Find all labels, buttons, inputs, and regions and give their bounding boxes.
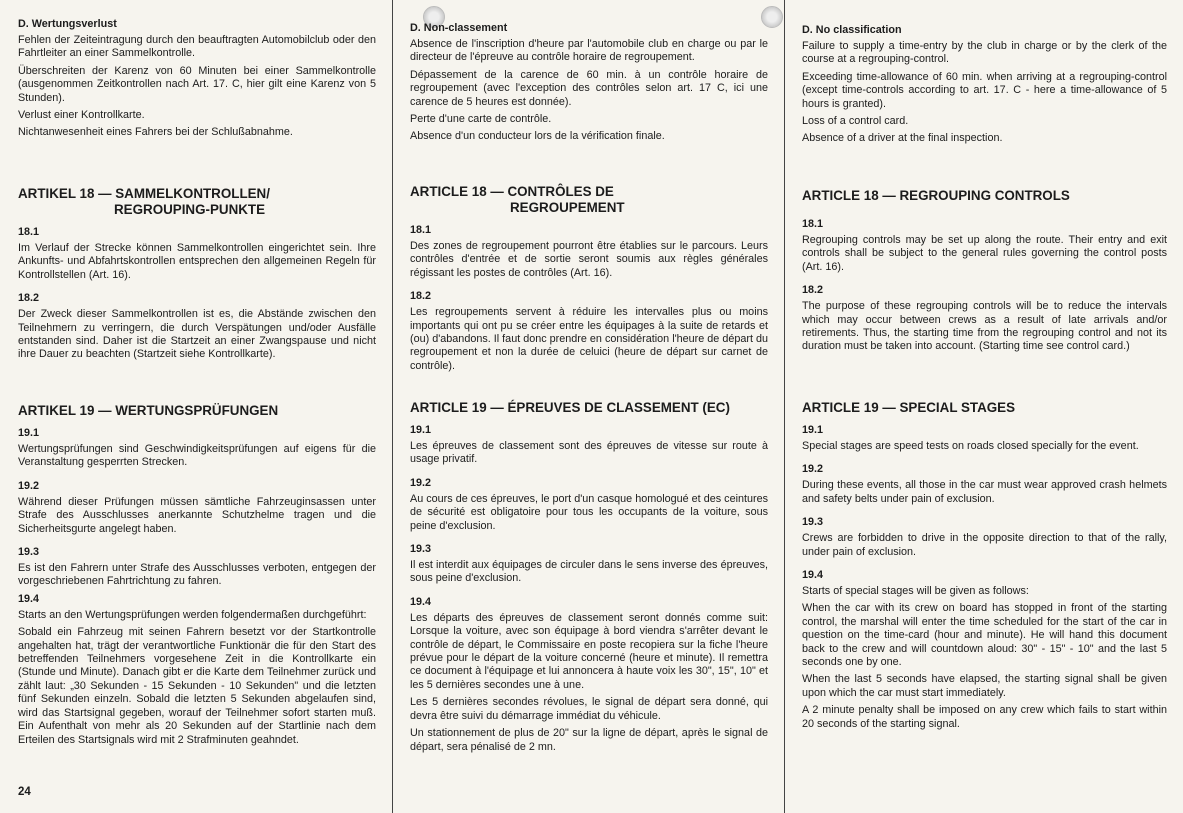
paragraph: Dépassement de la carence de 60 min. à un contrôle horaire de regroupement (avec l'exception des contrôles selon art. 17 C, ici une carence de 5 heures est donnée).	[410, 68, 768, 108]
column-english	[784, 0, 1183, 813]
item-number: 19.4	[18, 592, 40, 605]
item-number: 19.3	[18, 546, 40, 559]
item-text: The purpose of these regrouping controls will be to reduce the intervals which may occur between crews as a result of late arrivals and/or retirements. Thus, the starting time from the regrouping control and not its duration must be taken into account. (Starting time see control card.)	[802, 300, 1167, 353]
article-18-english	[802, 188, 1167, 358]
article-19-english	[802, 400, 1167, 735]
section-d-french	[410, 22, 768, 148]
item-number: 19.1	[18, 427, 40, 439]
item-text: Il est interdit aux équipages de circuler dans le sens inverse des épreuves, sous peine d'exclusion.	[410, 559, 768, 585]
article-title: ARTICLE 19 — ÉPREUVES DE CLASSEMENT (EC)	[410, 400, 730, 415]
item-number: 18.2	[802, 284, 824, 297]
item-text: Des zones de regroupement pourront être établies sur le parcours. Leurs contrôles d'entrée et de sortie seront soumis aux règles générales régissant les postes de contrôles (Art. 16).	[410, 240, 768, 279]
section-d-german	[18, 18, 376, 144]
item-text: Es ist den Fahrern unter Strafe des Ausschlusses verboten, entgegen der vorgeschriebenen Fahrtrichtung zu fahren.	[18, 562, 376, 588]
item-text: Au cours de ces épreuves, le port d'un casque homologué et des ceintures de sécurité est obligatoire pour tous les occupants de la voiture, sous peine d'exclusion.	[410, 492, 768, 532]
column-german	[0, 0, 392, 813]
item-text: Special stages are speed tests on roads closed specially for the event.	[802, 440, 1139, 452]
article-title-line2: REGROUPEMENT	[510, 200, 625, 215]
article-title-line1: ARTICLE 18 — CONTRÔLES DE	[410, 184, 614, 199]
item-number: 19.4	[410, 595, 432, 608]
item-text: Sobald ein Fahrzeug mit seinen Fahrern besetzt vor der Startkontrolle angehalten hat, trägt der verantwortliche Funktionär die für den Start des betreffenden Teilnehmers vorgesehene Zeit in die Kontrollkarte ein (Stunde und Minute). Danach gibt er die Karte dem Teilnehmer zurück und zählt laut: „30 Sekunden - 15 Sekunden - 10 Sekunden" und die letzten fünf Sekunden einzeln. Sobald die letzten 5 Sekunden abgelaufen sind, wird das Startsignal gegeben, worauf der Teilnehmer sofort starten muß. Ein Aufenthalt von mehr als 20 Sekunden auf der Startlinie nach dem Erteilen des Startsignals wird mit 2 Strafminuten geahndet.	[18, 626, 376, 746]
article-18-french	[410, 184, 768, 377]
item-number: 18.2	[18, 292, 40, 305]
item-text: Les épreuves de classement sont des épreuves de vitesse sur route à usage privatif.	[410, 440, 768, 466]
item-number: 19.4	[802, 569, 824, 582]
paragraph: Absence d'un conducteur lors de la vérification finale.	[410, 130, 665, 143]
article-18-german	[18, 186, 376, 366]
item-number: 18.1	[802, 218, 824, 230]
paragraph: Failure to supply a time-entry by the club in charge or by the clerk of the course at a regrouping-control.	[802, 40, 1167, 66]
item-number: 19.2	[410, 476, 432, 489]
item-text: Les départs des épreuves de classement seront donnés comme suit: Lorsque la voiture, avec son équipage à bord viendra s'arrêter devant le contrôle de départ, le Commissaire en poste recopiera sur la fiche l'heure prévue pour le départ de la voiture concerné (heure et minute). Il remettra ce document à l'équipage et lui annoncera à haute voix les 30", 15", 10" et les 5 dernières secondes une à une.	[410, 611, 768, 691]
item-number: 19.3	[802, 516, 824, 529]
item-number: 19.3	[410, 543, 432, 556]
item-text: A 2 minute penalty shall be imposed on any crew which fails to start within 20 seconds of the starting signal.	[802, 704, 1167, 730]
paragraph: Exceeding time-allowance of 60 min. when arriving at a regrouping-control (except time-controls according to art. 17. C - here a time-allowance of 5 hours is granted).	[802, 70, 1167, 110]
paragraph: Loss of a control card.	[802, 115, 909, 128]
item-number: 19.1	[802, 424, 824, 436]
item-text: Starts of special stages will be given as follows:	[802, 585, 1029, 598]
item-text: Les regroupements servent à réduire les intervalles plus ou moins importants qui ont pu se créer entre les équipages à la suite de retards et (ou) d'abandons. Il faut donc prendre en considération l'heure de départ du regroupement et non la durée de celuici (heure de départ sur carnet de contrôle).	[410, 306, 768, 372]
paragraph: Absence of a driver at the final inspection.	[802, 132, 1003, 145]
punch-hole-decoration	[761, 6, 783, 28]
paragraph: Perte d'une carte de contrôle.	[410, 113, 552, 126]
paragraph: Fehlen der Zeiteintragung durch den beauftragten Automobilclub oder den Fahrtleiter an einer Sammelkontrolle.	[18, 34, 376, 60]
section-title: D. Non-classement	[410, 22, 508, 34]
item-text: When the car with its crew on board has stopped in front of the starting control, the marshal will enter the time scheduled for the start of the car in question on the time-card (hour and minute). He will hand this document back to the crew and will countdown aloud: 30" - 15" - 10" and the last 5 seconds one by one.	[802, 602, 1167, 669]
item-text: During these events, all those in the car must wear approved crash helmets and safety belts under pain of exclusion.	[802, 479, 1167, 505]
article-title	[18, 186, 376, 218]
article-title-line2: REGROUPING-PUNKTE	[114, 202, 266, 217]
article-title	[410, 184, 768, 216]
article-title-line1: ARTIKEL 18 — SAMMELKONTROLLEN/	[18, 186, 270, 201]
section-d-english	[802, 24, 1167, 150]
article-19-german	[18, 403, 376, 751]
item-text: Starts an den Wertungsprüfungen werden folgendermaßen durchgeführt:	[18, 608, 367, 621]
article-title: ARTIKEL 19 — WERTUNGSPRÜFUNGEN	[18, 403, 279, 418]
page-number: 24	[18, 786, 31, 798]
column-french	[392, 0, 784, 813]
article-title: ARTICLE 18 — REGROUPING CONTROLS	[802, 188, 1070, 203]
article-title: ARTICLE 19 — SPECIAL STAGES	[802, 400, 1016, 415]
paragraph: Nichtanwesenheit eines Fahrers bei der Schlußabnahme.	[18, 126, 293, 139]
item-text: When the last 5 seconds have elapsed, the starting signal shall be given upon which the car must start immediately.	[802, 673, 1167, 699]
item-number: 19.1	[410, 424, 432, 436]
section-title: D. Wertungsverlust	[18, 18, 117, 30]
item-number: 19.2	[18, 479, 40, 492]
item-text: Der Zweck dieser Sammelkontrollen ist es, die Abstände zwischen den Teilnehmern zu verringern, die durch Verspätungen und/oder Ausfälle entstanden sind. Daher ist die Startzeit an einer Zwangspause und nicht ihre Dauer zu beachten (Startzeit siehe Kontrollkarte).	[18, 308, 376, 361]
item-text: Crews are forbidden to drive in the opposite direction to that of the rally, under pain of exclusion.	[802, 532, 1167, 558]
item-text: Im Verlauf der Strecke können Sammelkontrollen eingerichtet sein. Ihre Ankunfts- und Abfahrtskontrollen entsprechen den allgemeinen Regeln für Kontrollstellen (Art. 16).	[18, 242, 376, 281]
section-title: D. No classification	[802, 24, 902, 36]
item-text: Les 5 dernières secondes révolues, le signal de départ sera donné, qui devra être suivi du démarrage immédiat du véhicule.	[410, 696, 768, 722]
item-number: 19.2	[802, 463, 824, 476]
article-19-french	[410, 400, 768, 758]
item-text: Während dieser Prüfungen müssen sämtliche Fahrzeuginsassen unter Strafe des Ausschlusses anerkannte Schutzhelme tragen und die Sicherheitsgurte angelegt haben.	[18, 495, 376, 535]
item-number: 18.2	[410, 290, 432, 303]
item-number: 18.1	[18, 226, 40, 238]
paragraph: Verlust einer Kontrollkarte.	[18, 109, 145, 122]
item-text: Wertungsprüfungen sind Geschwindigkeitsprüfungen auf eigens für die Veranstaltung gesperrten Strecken.	[18, 443, 376, 469]
paragraph: Absence de l'inscription d'heure par l'automobile club en charge ou par le directeur de l'épreuve au contrôle horaire de regroupement.	[410, 38, 768, 64]
paragraph: Überschreiten der Karenz von 60 Minuten bei einer Sammelkontrolle (ausgenommen Zeitkontrollen nach Art. 17. C, hier gilt eine Karenz von 5 Stunden).	[18, 64, 376, 104]
item-number: 18.1	[410, 224, 432, 236]
item-text: Un stationnement de plus de 20" sur la ligne de départ, après le signal de départ, sera pénalisé de 2 mn.	[410, 727, 768, 753]
item-text: Regrouping controls may be set up along the route. Their entry and exit controls shall be subject to the general rules governing the control posts (Art. 16).	[802, 234, 1167, 273]
